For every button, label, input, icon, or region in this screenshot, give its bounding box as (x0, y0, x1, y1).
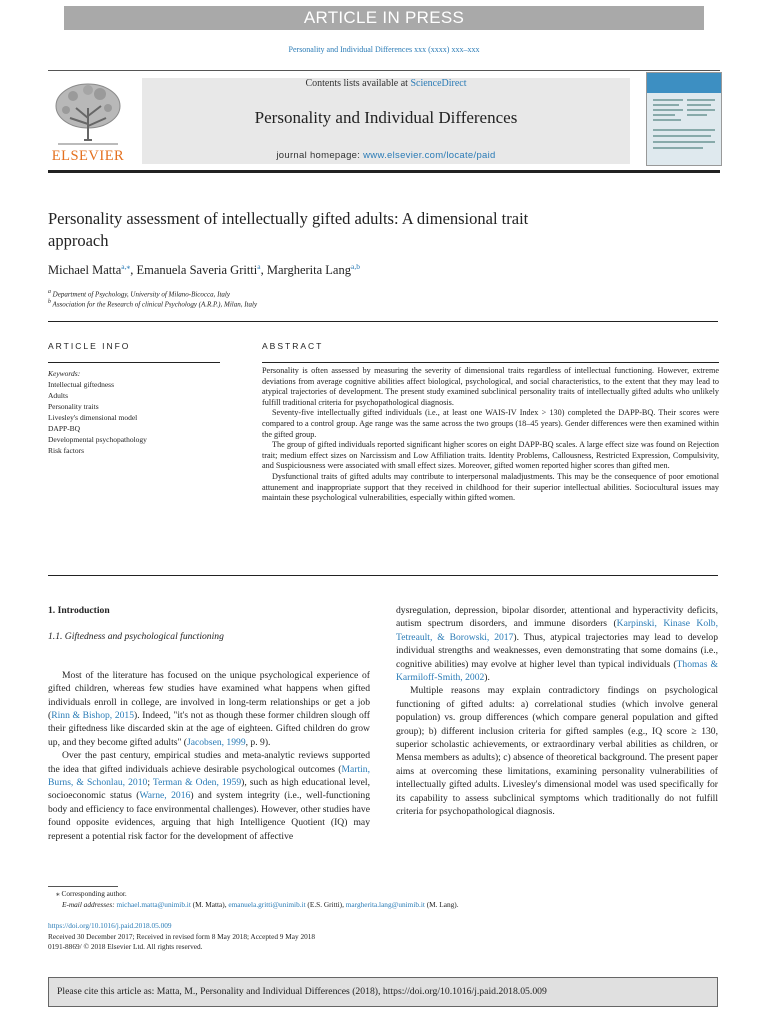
sciencedirect-link[interactable]: ScienceDirect (410, 78, 467, 89)
section-divider (48, 321, 718, 322)
header-rule (48, 70, 720, 71)
section-heading: 1. Introduction (48, 605, 110, 616)
article-in-press-banner: ARTICLE IN PRESS (64, 6, 704, 30)
section-divider (48, 575, 718, 576)
body-left-column (48, 604, 370, 843)
abstract-paragraph: Seventy-five intellectually gifted individuals (i.e., at least one WAIS-IV Index > 130) completed the DAPP-BQ. Their scores were compared to a control group. Age range was the same across the two groups (18–45 years). Gender differences were then examined within the gifted group. (262, 408, 719, 439)
cite-this-article-box: Please cite this article as: Matta, M., Personality and Individual Differences (2018), https://doi.org/10.1016/j.paid.2018.05.009 (48, 977, 718, 1007)
email-owner: (E.S. Gritti), (305, 899, 346, 909)
affiliation-text: Association for the Research of clinical Psychology (A.R.P.), Milan, Italy (52, 300, 258, 309)
abstract-paragraph: The group of gifted individuals reported significant higher scores on eight DAPP-BQ scales. A large effect size was found on Rejection trait; medium effect sizes on Narcissism and Low Affiliation traits. Identity Problems, Callousness, Restricted Expression, Compulsivity, and Suspiciousness were associated with small effect sizes. Moreover, gifted women reported higher scores than gifted men. (262, 440, 719, 471)
email-owner: (M. Lang). (424, 899, 459, 909)
reference-link[interactable]: Thomas & Karmiloff-Smith, 2002 (396, 658, 718, 684)
elsevier-wordmark: ELSEVIER (51, 148, 125, 164)
affiliation-mark: a (48, 289, 51, 295)
body-text: ). Indeed, "it's not as though these former children slough off their giftedness like discarded skin at the age of eighteen. Gifted children do grow up, and they become gifted adults" ( (48, 710, 370, 748)
journal-cover-thumbnail (646, 72, 722, 166)
body-text: ). Thus, atypical trajectories may lead to develop individual strengths and weaknesses, even demonstrating that some domains (i.e., cognitive abilities) may evolve at higher level than typical individuals ( (396, 631, 718, 670)
abstract-paragraph: Dysfunctional traits of gifted adults may contribute to interpersonal maladjustments. This may be the consequence of poor emotional attunement and inappropriate support that they received in childhood for their superior intellectual abilities. Sociocultural issues may maintain these psychological vulnerabilities, especially within gifted women. (262, 471, 719, 503)
author-separator: , (130, 263, 137, 278)
reference-link[interactable]: Jacobsen, 1999 (187, 736, 246, 748)
copyright-line: 0191-8869/ © 2018 Elsevier Ltd. All rights reserved. (48, 942, 203, 951)
article-info-heading: ARTICLE INFO (48, 341, 131, 351)
keyword: Intellectual giftedness (48, 380, 115, 389)
author-name[interactable]: Michael Matta (48, 263, 122, 278)
keywords-list (48, 368, 147, 456)
email-link[interactable]: emanuela.gritti@unimib.it (228, 899, 306, 909)
paper-title (48, 208, 688, 252)
homepage-link[interactable]: www.elsevier.com/locate/paid (363, 150, 496, 161)
reference-link[interactable]: Karpinski, Kinase Kolb, Tetreault, & Borowski, 2017 (396, 618, 718, 643)
paragraph-gap (48, 657, 370, 669)
author-name[interactable]: Margherita Lang (266, 263, 351, 278)
abstract-paragraph: Personality is often assessed by measuring the severity of dimensional traits regardless of intellectual functioning. However, extreme deviations from average cognitive abilities affect biological, psychological, and social characteristics, to the extent that they may lead to atypical trajectories of development. The present study examined subclinical personality traits of intellectually gifted adults who unlikely fulfill traditional criteria for psychopathological diagnosis. (262, 366, 719, 407)
abstract-rule (262, 362, 719, 363)
publication-info (48, 921, 315, 953)
keyword: DAPP-BQ (48, 424, 81, 433)
body-text: Over the past century, empirical studies and meta-analytic reviews supported the idea that gifted individuals achieve desirable psychological outcomes ( (48, 750, 370, 775)
author-name[interactable]: Emanuela Saveria Gritti (136, 263, 258, 278)
body-text: ), such as high educational level, socioeconomic status ( (48, 777, 371, 802)
body-text: ). (484, 672, 490, 684)
keyword: Livesley's dimensional model (48, 413, 138, 422)
body-text: dysregulation, depression, bipolar disorder, attentional and hyperactivity deficits, autism spectrum disorders, and immune disorders ( (396, 605, 718, 630)
journal-homepage (142, 150, 630, 161)
keyword: Adults (48, 391, 69, 400)
body-text: ; (147, 777, 153, 789)
body-text: Most of the literature has focused on the unique psychological experience of gifted children, whereas few studies have examined what happens when gifted individuals enroll in college, are involved in long-term relationships or get a job ( (48, 669, 370, 722)
body-text: , p. 9). (245, 736, 271, 748)
affiliation-mark: b (48, 299, 51, 305)
body-paragraph (396, 604, 718, 684)
reference-link[interactable]: Rinn & Bishop, 2015 (51, 710, 135, 722)
keyword: Risk factors (48, 446, 85, 455)
abstract-heading: ABSTRACT (262, 341, 324, 351)
journal-title: Personality and Individual Differences (254, 108, 518, 127)
body-text: Multiple reasons may explain contradictory findings on psychological functioning of gifted adults: a) correlational studies (which involve general population) vs. group differences (which compare general population and gifted group); b) different inclusion criteria for gifted samples (e.g., IQ score ≥ 130, superior scholastic achievements, or extraordinary verbal abilities as children, or Mensa members as adults); c) absence of theoretical background. The present paper aims at overcoming these limitations, examining personality vulnerabilities of intellectually gifted adults. Livesley's dimensional model was used specifically for its capability to assess subclinical symptoms which traditionally do not fulfill criteria for psychopathological diagnosis. (396, 685, 718, 818)
author-list (48, 262, 688, 278)
corresponding-author-note: ⁎ Corresponding author. (56, 889, 127, 898)
keyword: Personality traits (48, 402, 99, 411)
abstract-body (262, 366, 719, 504)
author-affiliation-mark[interactable]: a,⁎ (121, 262, 131, 271)
subsection-heading: 1.1. Giftedness and psychological functioning (48, 631, 224, 643)
body-text: ) and system integrity (i.e., well-functioning body and efficiency to face environmental challenges). However, other studies have found opposite evidences, arguing that high Intelligence Quotient (IQ) may represent a potential risk factor for the development of affective (48, 790, 370, 842)
body-paragraph (48, 669, 370, 749)
email-link[interactable]: margherita.lang@unimib.it (345, 899, 425, 909)
author-separator: , (260, 263, 267, 278)
body-paragraph (48, 749, 370, 843)
journal-citation-line[interactable]: Personality and Individual Differences xxx (xxxx) xxx–xxx (288, 45, 480, 54)
received-dates: Received 30 December 2017; Received in revised form 8 May 2018; Accepted 9 May 2018 (48, 931, 316, 941)
affiliation-text: Department of Psychology, University of Milano-Bicocca, Italy (52, 290, 230, 299)
author-affiliation-mark[interactable]: a,b (350, 262, 360, 271)
doi-link[interactable]: https://doi.org/10.1016/j.paid.2018.05.009 (48, 921, 172, 930)
footnote-rule (48, 886, 118, 887)
paper-title-line: approach (48, 231, 109, 250)
reference-link[interactable]: Warne, 2016 (139, 790, 191, 802)
homepage-prefix: journal homepage: (276, 150, 364, 161)
affiliation (48, 299, 257, 308)
email-owner: (M. Matta), (190, 899, 229, 909)
keyword: Developmental psychopathology (48, 435, 147, 444)
header-thick-rule (48, 170, 720, 173)
reference-link[interactable]: Terman & Oden, 1959 (152, 777, 242, 789)
keywords-label: Keywords: (48, 369, 81, 378)
footnotes (48, 889, 459, 910)
email-link[interactable]: michael.matta@unimib.it (116, 899, 191, 909)
body-paragraph (396, 684, 718, 818)
article-info-rule (48, 362, 220, 363)
email-addresses (48, 900, 459, 911)
affiliation (48, 289, 230, 298)
author-affiliation-mark[interactable]: a (257, 262, 261, 271)
contents-available (142, 78, 630, 89)
contents-prefix: Contents lists available at (305, 78, 411, 89)
reference-link[interactable]: Martin, Burns, & Schonlau, 2010 (48, 763, 370, 789)
paper-title-line: Personality assessment of intellectually gifted adults: A dimensional trait (48, 209, 529, 228)
email-label: E-mail addresses: (62, 899, 115, 909)
body-right-column (396, 604, 718, 819)
